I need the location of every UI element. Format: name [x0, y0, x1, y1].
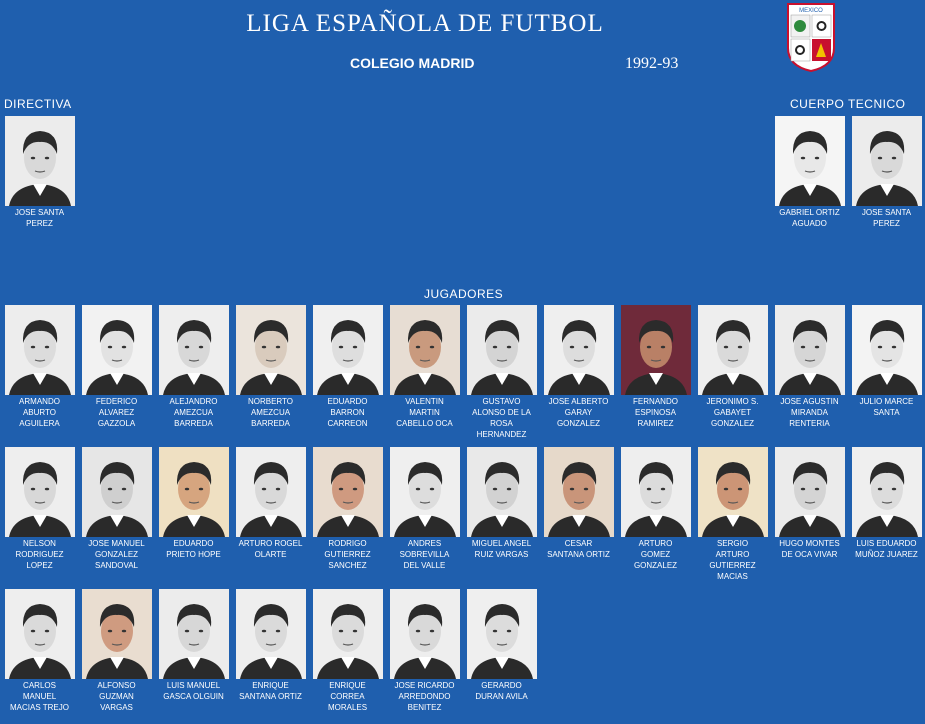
portrait-svg [621, 305, 691, 395]
portrait-photo [775, 447, 845, 537]
portrait-svg [236, 305, 306, 395]
portrait-photo [5, 447, 75, 537]
portrait-svg [544, 447, 614, 537]
portrait-eye-left [877, 157, 881, 160]
portrait-eye-right [660, 346, 664, 349]
person-name: GERARDO DURAN AVILA [475, 681, 528, 701]
person-card [772, 305, 847, 429]
portrait-svg [159, 305, 229, 395]
portrait-photo [82, 447, 152, 537]
person-name: ARTURO ROGEL OLARTE [238, 539, 303, 559]
person-card [2, 589, 77, 713]
person-card [541, 447, 616, 560]
portrait-eye-left [646, 488, 650, 491]
portrait-eye-left [415, 346, 419, 349]
person-name: JOSE SANTA PEREZ [14, 208, 65, 228]
person-name: EDUARDO BARRON CARREON [327, 397, 368, 428]
portrait-photo [82, 589, 152, 679]
portrait-eye-left [30, 630, 34, 633]
portrait-svg [390, 447, 460, 537]
person-name: CARLOS MANUEL MACIAS TREJO [10, 681, 69, 712]
person-card [387, 305, 462, 429]
portrait-eye-left [492, 630, 496, 633]
portrait-eye-right [737, 488, 741, 491]
portrait-svg [5, 116, 75, 206]
portrait-eye-left [877, 488, 881, 491]
portrait-photo [621, 305, 691, 395]
portrait-photo [236, 589, 306, 679]
portrait-svg [313, 447, 383, 537]
portrait-eye-right [198, 488, 202, 491]
portrait-eye-right [429, 346, 433, 349]
person-name: ALEJANDRO AMEZCUA BARREDA [169, 397, 218, 428]
season-label: 1992-93 [625, 55, 679, 72]
person-card [79, 589, 154, 713]
person-card [2, 447, 77, 571]
portrait-svg [236, 589, 306, 679]
portrait-photo [698, 447, 768, 537]
portrait-eye-right [506, 630, 510, 633]
portrait-photo [852, 116, 922, 206]
person-name: JOSE SANTA PEREZ [861, 208, 912, 228]
section-directiva: DIRECTIVA [4, 97, 72, 111]
portrait-eye-left [723, 488, 727, 491]
portrait-svg [544, 305, 614, 395]
portrait-photo [5, 305, 75, 395]
portrait-photo [236, 447, 306, 537]
person-name: JULIO MARCE SANTA [859, 397, 914, 417]
person-card [849, 305, 924, 418]
portrait-svg [5, 305, 75, 395]
person-card [156, 589, 231, 702]
portrait-eye-right [891, 346, 895, 349]
portrait-eye-right [275, 630, 279, 633]
person-card [695, 305, 770, 429]
person-card [233, 447, 308, 560]
person-name: MIGUEL ANGEL RUIZ VARGAS [471, 539, 532, 559]
portrait-eye-right [891, 488, 895, 491]
person-card [464, 305, 539, 440]
portrait-photo [236, 305, 306, 395]
page-title: LIGA ESPAÑOLA DE FUTBOL [246, 10, 604, 37]
person-card [310, 447, 385, 571]
portrait-eye-right [506, 346, 510, 349]
portrait-eye-left [30, 157, 34, 160]
portrait-svg [852, 116, 922, 206]
portrait-svg [390, 589, 460, 679]
portrait-eye-left [415, 488, 419, 491]
person-name: CESAR SANTANA ORTIZ [547, 539, 610, 559]
portrait-eye-right [352, 346, 356, 349]
person-card [464, 589, 539, 702]
portrait-photo [467, 305, 537, 395]
portrait-eye-left [184, 488, 188, 491]
crest-logo [786, 2, 836, 72]
portrait-eye-right [429, 488, 433, 491]
portrait-eye-right [44, 488, 48, 491]
portrait-svg [82, 305, 152, 395]
portrait-svg [159, 447, 229, 537]
portrait-photo [390, 447, 460, 537]
portrait-eye-right [814, 157, 818, 160]
portrait-svg [390, 305, 460, 395]
portrait-eye-right [583, 488, 587, 491]
portrait-eye-right [352, 488, 356, 491]
crest-text: MEXICO [799, 8, 823, 14]
portrait-eye-left [107, 488, 111, 491]
portrait-eye-left [261, 346, 265, 349]
person-card [233, 589, 308, 702]
portrait-eye-right [121, 488, 125, 491]
person-card [156, 447, 231, 560]
school-name: COLEGIO MADRID [350, 55, 475, 71]
portrait-photo [621, 447, 691, 537]
person-card [233, 305, 308, 429]
person-card [79, 305, 154, 429]
portrait-svg [467, 589, 537, 679]
portrait-eye-right [44, 346, 48, 349]
portrait-svg [82, 589, 152, 679]
portrait-photo [313, 447, 383, 537]
person-card [849, 447, 924, 560]
portrait-photo [467, 447, 537, 537]
person-card [695, 447, 770, 582]
portrait-photo [390, 589, 460, 679]
portrait-eye-left [492, 488, 496, 491]
portrait-svg [775, 447, 845, 537]
portrait-eye-left [30, 488, 34, 491]
person-card [464, 447, 539, 560]
portrait-svg [467, 305, 537, 395]
person-name: RODRIGO GUTIERREZ SANCHEZ [324, 539, 371, 570]
portrait-svg [621, 447, 691, 537]
portrait-eye-right [121, 346, 125, 349]
portrait-eye-right [275, 346, 279, 349]
person-name: VALENTIN MARTIN CABELLO OCA [396, 397, 453, 428]
portrait-svg [159, 589, 229, 679]
portrait-svg [313, 589, 383, 679]
portrait-photo [467, 589, 537, 679]
person-name: LUIS EDUARDO MUÑOZ JUAREZ [855, 539, 918, 559]
person-name: SERGIO ARTURO GUTIERREZ MACIAS [709, 539, 756, 581]
portrait-eye-right [198, 630, 202, 633]
portrait-svg [236, 447, 306, 537]
portrait-eye-right [814, 488, 818, 491]
portrait-photo [852, 305, 922, 395]
portrait-eye-left [569, 488, 573, 491]
portrait-svg [852, 305, 922, 395]
person-name: GUSTAVO ALONSO DE LA ROSA HERNANDEZ [472, 397, 531, 439]
portrait-photo [775, 305, 845, 395]
portrait-eye-left [723, 346, 727, 349]
person-name: ALFONSO GUZMAN VARGAS [97, 681, 136, 712]
person-name: EDUARDO PRIETO HOPE [166, 539, 221, 559]
person-name: GABRIEL ORTIZ AGUADO [779, 208, 840, 228]
portrait-photo [159, 305, 229, 395]
portrait-eye-left [569, 346, 573, 349]
portrait-eye-right [121, 630, 125, 633]
portrait-eye-left [877, 346, 881, 349]
portrait-eye-left [184, 630, 188, 633]
portrait-svg [5, 447, 75, 537]
portrait-eye-left [800, 488, 804, 491]
portrait-photo [159, 589, 229, 679]
portrait-eye-right [660, 488, 664, 491]
portrait-photo [390, 305, 460, 395]
portrait-eye-left [30, 346, 34, 349]
person-card [541, 305, 616, 429]
person-name: JOSE AGUSTIN MIRANDA RENTERIA [780, 397, 839, 428]
portrait-eye-left [800, 157, 804, 160]
person-card [387, 589, 462, 713]
person-card [310, 305, 385, 429]
person-name: ANDRES SOBREVILLA DEL VALLE [399, 539, 450, 570]
portrait-eye-left [338, 630, 342, 633]
portrait-svg [82, 447, 152, 537]
portrait-eye-left [261, 488, 265, 491]
portrait-eye-right [737, 346, 741, 349]
person-card [618, 447, 693, 571]
portrait-eye-right [891, 157, 895, 160]
portrait-eye-right [583, 346, 587, 349]
portrait-eye-right [506, 488, 510, 491]
person-name: JERONIMO S. GABAYET GONZALEZ [706, 397, 759, 428]
section-jugadores: JUGADORES [424, 287, 504, 301]
person-name: NORBERTO AMEZCUA BARREDA [247, 397, 294, 428]
person-card [310, 589, 385, 713]
portrait-eye-right [429, 630, 433, 633]
person-name: ARTURO GOMEZ GONZALEZ [633, 539, 678, 570]
portrait-photo [5, 116, 75, 206]
portrait-svg [698, 305, 768, 395]
portrait-eye-left [338, 488, 342, 491]
person-card [849, 116, 924, 229]
portrait-eye-right [814, 346, 818, 349]
portrait-photo [698, 305, 768, 395]
portrait-eye-right [44, 157, 48, 160]
person-card [2, 305, 77, 429]
person-name: JOSE ALBERTO GARAY GONZALEZ [548, 397, 609, 428]
portrait-svg [313, 305, 383, 395]
person-card [79, 447, 154, 571]
portrait-eye-left [107, 346, 111, 349]
portrait-eye-left [338, 346, 342, 349]
person-card [618, 305, 693, 429]
person-name: ENRIQUE CORREA MORALES [327, 681, 368, 712]
portrait-photo [159, 447, 229, 537]
portrait-eye-right [275, 488, 279, 491]
portrait-photo [313, 305, 383, 395]
portrait-eye-right [352, 630, 356, 633]
portrait-svg [5, 589, 75, 679]
portrait-svg [775, 305, 845, 395]
person-name: JOSE MANUEL GONZALEZ SANDOVAL [88, 539, 145, 570]
person-card [156, 305, 231, 429]
portrait-photo [544, 447, 614, 537]
person-name: ENRIQUE SANTANA ORTIZ [239, 681, 302, 701]
portrait-svg [698, 447, 768, 537]
portrait-eye-left [646, 346, 650, 349]
portrait-svg [467, 447, 537, 537]
portrait-photo [775, 116, 845, 206]
person-card [387, 447, 462, 571]
portrait-photo [544, 305, 614, 395]
person-name: FEDERICO ALVAREZ GAZZOLA [95, 397, 138, 428]
person-name: JOSE RICARDO ARREDONDO BENITEZ [394, 681, 455, 712]
portrait-eye-left [800, 346, 804, 349]
portrait-eye-left [492, 346, 496, 349]
person-name: NELSON RODRIGUEZ LOPEZ [15, 539, 64, 570]
section-cuerpo-tecnico: CUERPO TECNICO [790, 97, 906, 111]
portrait-photo [852, 447, 922, 537]
person-name: FERNANDO ESPINOSA RAMIREZ [633, 397, 678, 428]
portrait-eye-left [261, 630, 265, 633]
portrait-eye-right [44, 630, 48, 633]
portrait-photo [313, 589, 383, 679]
portrait-eye-left [184, 346, 188, 349]
person-name: HUGO MONTES DE OCA VIVAR [779, 539, 840, 559]
portrait-photo [82, 305, 152, 395]
person-name: ARMANDO ABURTO AGUILERA [19, 397, 60, 428]
portrait-eye-left [415, 630, 419, 633]
portrait-eye-right [198, 346, 202, 349]
person-name: LUIS MANUEL GASCA OLGUIN [163, 681, 224, 701]
portrait-svg [775, 116, 845, 206]
portrait-svg [852, 447, 922, 537]
portrait-eye-left [107, 630, 111, 633]
person-card [772, 116, 847, 229]
person-card [772, 447, 847, 560]
person-card [2, 116, 77, 229]
portrait-photo [5, 589, 75, 679]
